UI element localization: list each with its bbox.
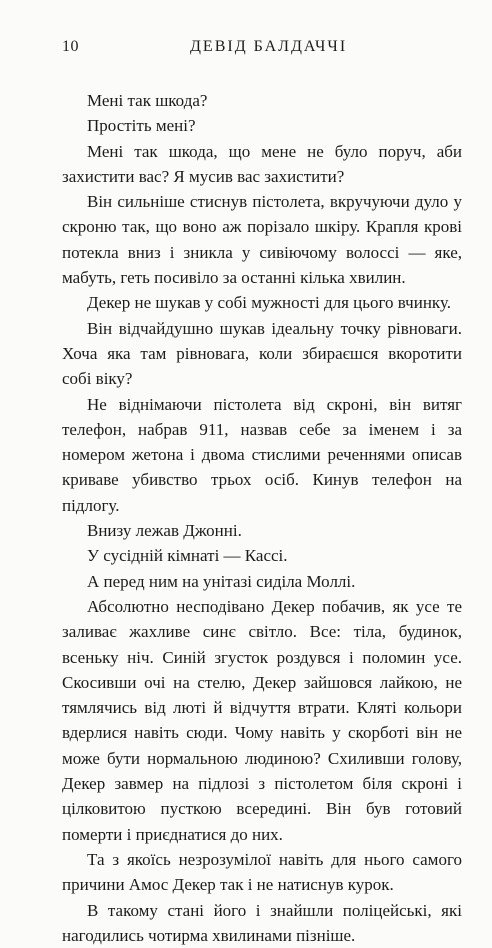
paragraph: Абсолютно несподівано Декер побачив, як усе те заливає жахливе синє світло. Все: тіла, будинок, всеньку ніч. Синій згусток роздувся і поломин усе. Скосивши очі на стелю, Декер зайшовся лайкою, не тямлячись від люті й відчуття втрати. Кляті кольори вдерлися навіть сюди. Чому навіть у скорботі він не може бути нормальною людиною? Схиливши голову, Декер завмер на підлозі з пістолетом біля скроні і цілковитою пусткою всередині. Він був готовий померти і приєднатися до них. — [62, 594, 462, 847]
paragraph: Декер не шукав у собі мужності для цього вчинку. — [62, 290, 462, 315]
paragraph: У сусідній кімнаті — Кассі. — [62, 543, 462, 568]
page-number: 10 — [62, 38, 79, 56]
paragraph: Та з якоїсь незрозумілої навіть для нього самого причини Амос Декер так і не натиснув курок. — [62, 847, 462, 898]
paragraph: Не віднімаючи пістолета від скроні, він витяг телефон, набрав 911, назвав себе за іменем і за номером жетона і двома стислими реченнями описав криваве убивство трьох осіб. Кинув телефон на підлогу. — [62, 392, 462, 518]
paragraph: Він сильніше стиснув пістолета, вкручуючи дуло у скроню так, що воно аж порізало шкіру. Крапля крові потекла вниз і зникла у сивіючому волоссі — яке, мабуть, геть посивіло за останні кілька хвилин. — [62, 189, 462, 290]
paragraph: А перед ним на унітазі сиділа Моллі. — [62, 569, 462, 594]
paragraph: Внизу лежав Джонні. — [62, 518, 462, 543]
running-header — [62, 38, 462, 60]
book-author: ДЕВІД БАЛДАЧЧІ — [190, 38, 347, 56]
paragraph: Простіть мені? — [62, 113, 462, 138]
paragraph: Мені так шкода? — [62, 88, 462, 113]
paragraph: Мені так шкода, що мене не було поруч, аби захистити вас? Я мусив вас захистити? — [62, 139, 462, 190]
body-text — [62, 88, 462, 948]
paragraph: Він відчайдушно шукав ідеальну точку рівноваги. Хоча яка там рівновага, коли збираєшся вкоротити собі віку? — [62, 316, 462, 392]
paragraph: В такому стані його і знайшли поліцейські, які нагодились чотирма хвилинами пізніше. — [62, 898, 462, 948]
